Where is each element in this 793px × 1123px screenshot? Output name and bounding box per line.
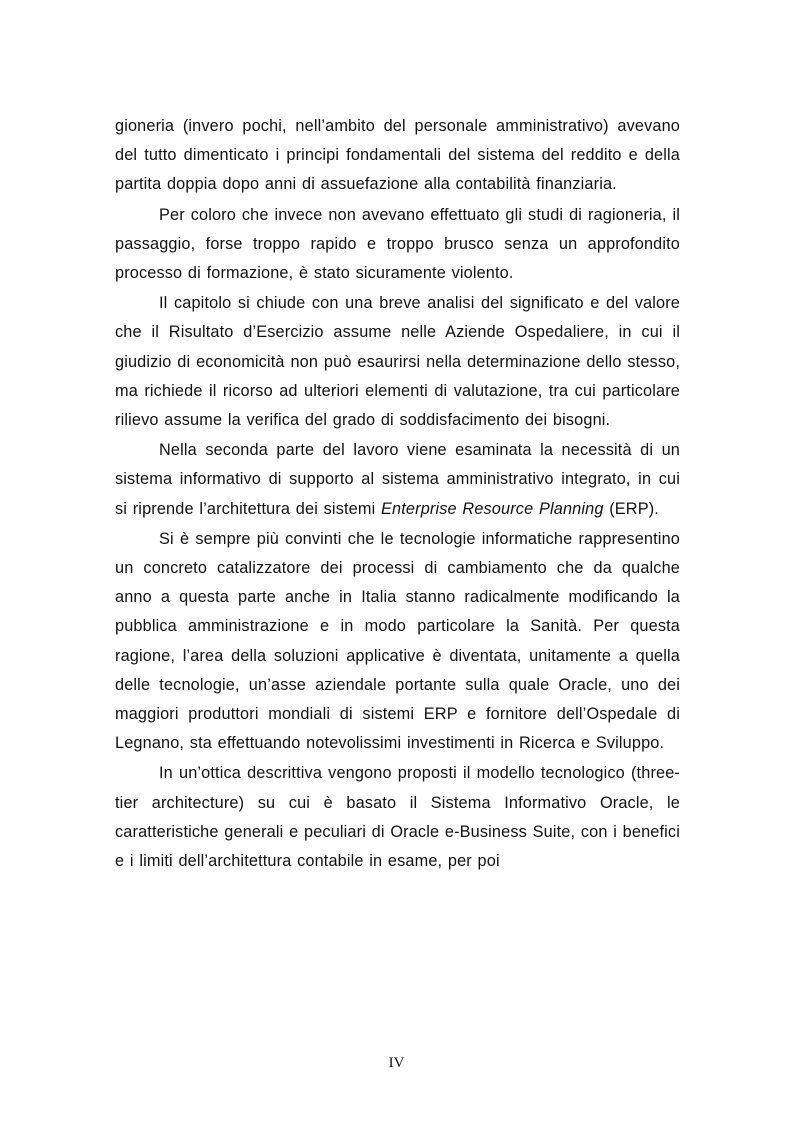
paragraph-text: Il capitolo si chiude con una breve analisi del significato e del valore che il Risultato d’Esercizio assume nelle Aziende Ospedaliere, in cui il giudizio di economicità non può esaurirsi nella determinazione dello stesso, ma richiede il ricorso ad ulteriori elementi di valutazione, tra cui particolare rilievo assume la verifica del grado di soddisfacimento dei bisogni. — [115, 294, 680, 430]
paragraph-text: gioneria (invero pochi, nell’ambito del personale amministrativo) avevano del tutto dimenticato i principi fondamentali del sistema del reddito e della partita doppia dopo anni di assuefazione alla contabilità finanziaria. — [115, 117, 680, 194]
italic-term: Enterprise Resource Planning — [381, 499, 604, 518]
paragraph — [115, 289, 680, 435]
paragraph-text: Per coloro che invece non avevano effettuato gli studi di ragioneria, il passaggio, forse troppo rapido e troppo brusco senza un approfondito processo di formazione, è stato sicuramente violento. — [115, 205, 680, 283]
body-text — [115, 112, 680, 876]
paragraph — [115, 112, 680, 200]
paragraph — [115, 525, 680, 759]
paragraph-text: (ERP). — [603, 499, 659, 518]
paragraph-text: Nella seconda parte del lavoro viene esaminata la necessità di un sistema informativo di supporto al sistema amministrativo integrato, in cui si riprende l’architettura dei sistemi — [115, 441, 680, 518]
paragraph-text: In un’ottica descrittiva vengono proposti il modello tecnologico (three-tier architecture) su cui è basato il Sistema Informativo Oracle, le caratteristiche generali e peculiari di Oracle e-Business Suite, con i benefici e i limiti dell’architettura contabile in esame, per poi — [115, 764, 680, 871]
paragraph — [115, 436, 680, 524]
paragraph-text: Si è sempre più convinti che le tecnologie informatiche rappresentino un concreto catalizzatore dei processi di cambiamento che da qualche anno a questa parte anche in Italia stanno radicalmente modificando la pubblica amministrazione e in modo particolare la Sanità. Per questa ragione, l’area della soluzioni applicative è diventata, unitamente a quella delle tecnologie, un’asse aziendale portante sulla quale Oracle, uno dei maggiori produttori mondiali di sistemi ERP e fornitore dell’Ospedale di Legnano, sta effettuando notevolissimi investimenti in Ricerca e Sviluppo. — [115, 529, 680, 753]
page-number: IV — [388, 1055, 405, 1071]
paragraph — [115, 201, 680, 289]
paragraph — [115, 759, 680, 876]
